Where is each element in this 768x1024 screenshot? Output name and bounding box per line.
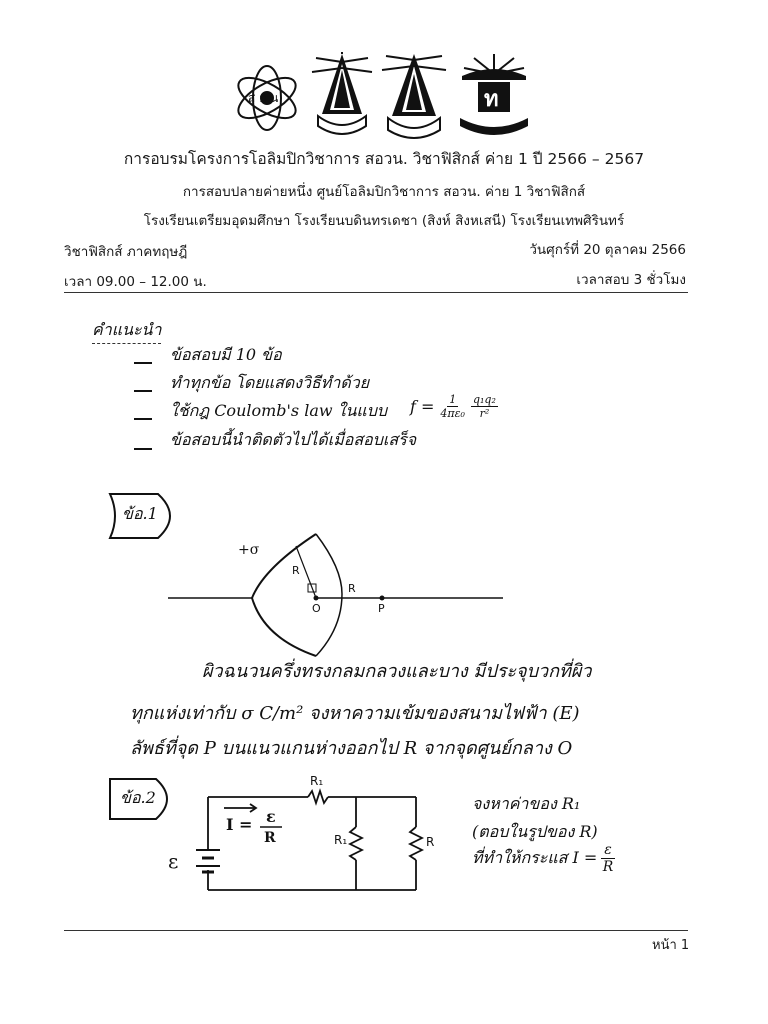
q2-current-den: R bbox=[264, 830, 276, 846]
subject-label: วิชาฟิสิกส์ ภาคทฤษฎี bbox=[64, 244, 188, 260]
school-emblem-icon bbox=[382, 54, 446, 138]
q1-text-line-1: ผิวฉนวนครึ่งทรงกลมกลวงและบาง มีประจุบวกที่ผิว bbox=[202, 661, 592, 682]
header-divider bbox=[64, 292, 688, 293]
q2-current-text: I = bbox=[226, 815, 253, 834]
page-number: หน้า 1 bbox=[652, 938, 690, 953]
instruction-dash-1 bbox=[134, 362, 152, 364]
q1-p-text: P bbox=[378, 602, 385, 615]
q2-emf-text: ε bbox=[168, 849, 179, 873]
schools-line: โรงเรียนเตรียมอุดมศึกษา โรงเรียนบดินทรเดชา (สิงห์ สิงหเสนี) โรงเรียนเทพศิรินทร์ bbox=[143, 213, 625, 229]
q1-text-line-3: ลัพธ์ที่จุด P บนแนวแกนห่างออกไป R จากจุดศูนย์กลาง O bbox=[130, 738, 573, 759]
q2-r-right-text: R bbox=[426, 835, 435, 849]
q2-text-line-2: (ตอบในรูปของ R) bbox=[472, 822, 598, 841]
q2-fraction-num: ε bbox=[601, 842, 615, 859]
instruction-item-2: ทำทุกข้อ โดยแสดงวิธีทำด้วย bbox=[170, 373, 370, 392]
q2-circuit-diagram bbox=[160, 772, 440, 902]
exam-title: การอบรมโครงการโอลิมปิกวิชาการ สอวน. วิชาฟิสิกส์ ค่าย 1 ปี 2566 – 2567 bbox=[123, 150, 645, 168]
instruction-item-1: ข้อสอบมี 10 ข้อ bbox=[170, 345, 282, 364]
instruction-item-3: ใช้กฎ Coulomb's law ในแบบ bbox=[170, 401, 388, 420]
instructions-heading: คำแนะนำ bbox=[92, 318, 161, 344]
exam-time: เวลา 09.00 – 12.00 น. bbox=[64, 274, 207, 290]
instruction-item-4: ข้อสอบนี้นำติดตัวไปได้เมื่อสอบเสร็จ bbox=[170, 430, 417, 449]
q2-label: ข้อ.2 bbox=[120, 788, 156, 807]
formula-num-1: 1 bbox=[449, 393, 457, 406]
q2-current-num: ε bbox=[266, 807, 276, 826]
formula-num-2: q₁q₂ bbox=[472, 393, 496, 406]
q1-r-text: R bbox=[292, 564, 300, 577]
q2-text-line-3 bbox=[472, 842, 615, 875]
formula-den-1: 4πε₀ bbox=[440, 407, 465, 420]
chula-emblem-icon bbox=[312, 52, 372, 134]
header-logos bbox=[232, 50, 532, 142]
exam-duration: เวลาสอบ 3 ชั่วโมง bbox=[576, 272, 686, 288]
formula-frac-2 bbox=[471, 393, 498, 420]
q1-o-text: O bbox=[312, 602, 321, 615]
formula-den-2: r² bbox=[479, 407, 490, 420]
q2-r1-mid-text: R₁ bbox=[334, 833, 348, 847]
q2-r1-top-text: R₁ bbox=[310, 774, 324, 788]
q1-label: ข้อ.1 bbox=[122, 504, 158, 523]
atom-logo-icon bbox=[232, 66, 301, 130]
q1-sigma-text: +σ bbox=[238, 542, 260, 558]
coulomb-formula bbox=[410, 393, 498, 420]
q1-text-line-2: ทุกแห่งเท่ากับ σ C/m² จงหาความเข้มของสนามไฟฟ้า (E) bbox=[130, 703, 580, 724]
instruction-dash-4 bbox=[134, 448, 152, 450]
q2-text-line-1: จงหาค่าของ R₁ bbox=[472, 794, 581, 813]
formula-lhs: f = bbox=[410, 397, 435, 416]
thepsirin-emblem-icon bbox=[460, 54, 528, 135]
q2-fraction-den: R bbox=[602, 859, 614, 875]
q1-r2-text: R bbox=[348, 582, 356, 595]
instruction-dash-2 bbox=[134, 390, 152, 392]
svg-text:ท: ท bbox=[484, 86, 499, 112]
instruction-dash-3 bbox=[134, 418, 152, 420]
exam-subtitle: การสอบปลายค่ายหนึ่ง ศูนย์โอลิมปิกวิชาการ สอวน. ค่าย 1 วิชาฟิสิกส์ bbox=[182, 184, 586, 200]
footer-divider bbox=[64, 930, 688, 931]
formula-frac-1 bbox=[440, 393, 465, 420]
svg-text:ส อ น: ส อ น bbox=[248, 91, 279, 105]
q2-text-line-3-label: ที่ทำให้กระแส I = bbox=[472, 848, 598, 867]
exam-date: วันศุกร์ที่ 20 ตุลาคม 2566 bbox=[529, 242, 686, 258]
q2-current-fraction bbox=[601, 842, 615, 875]
q1-hemisphere-diagram bbox=[168, 528, 508, 658]
